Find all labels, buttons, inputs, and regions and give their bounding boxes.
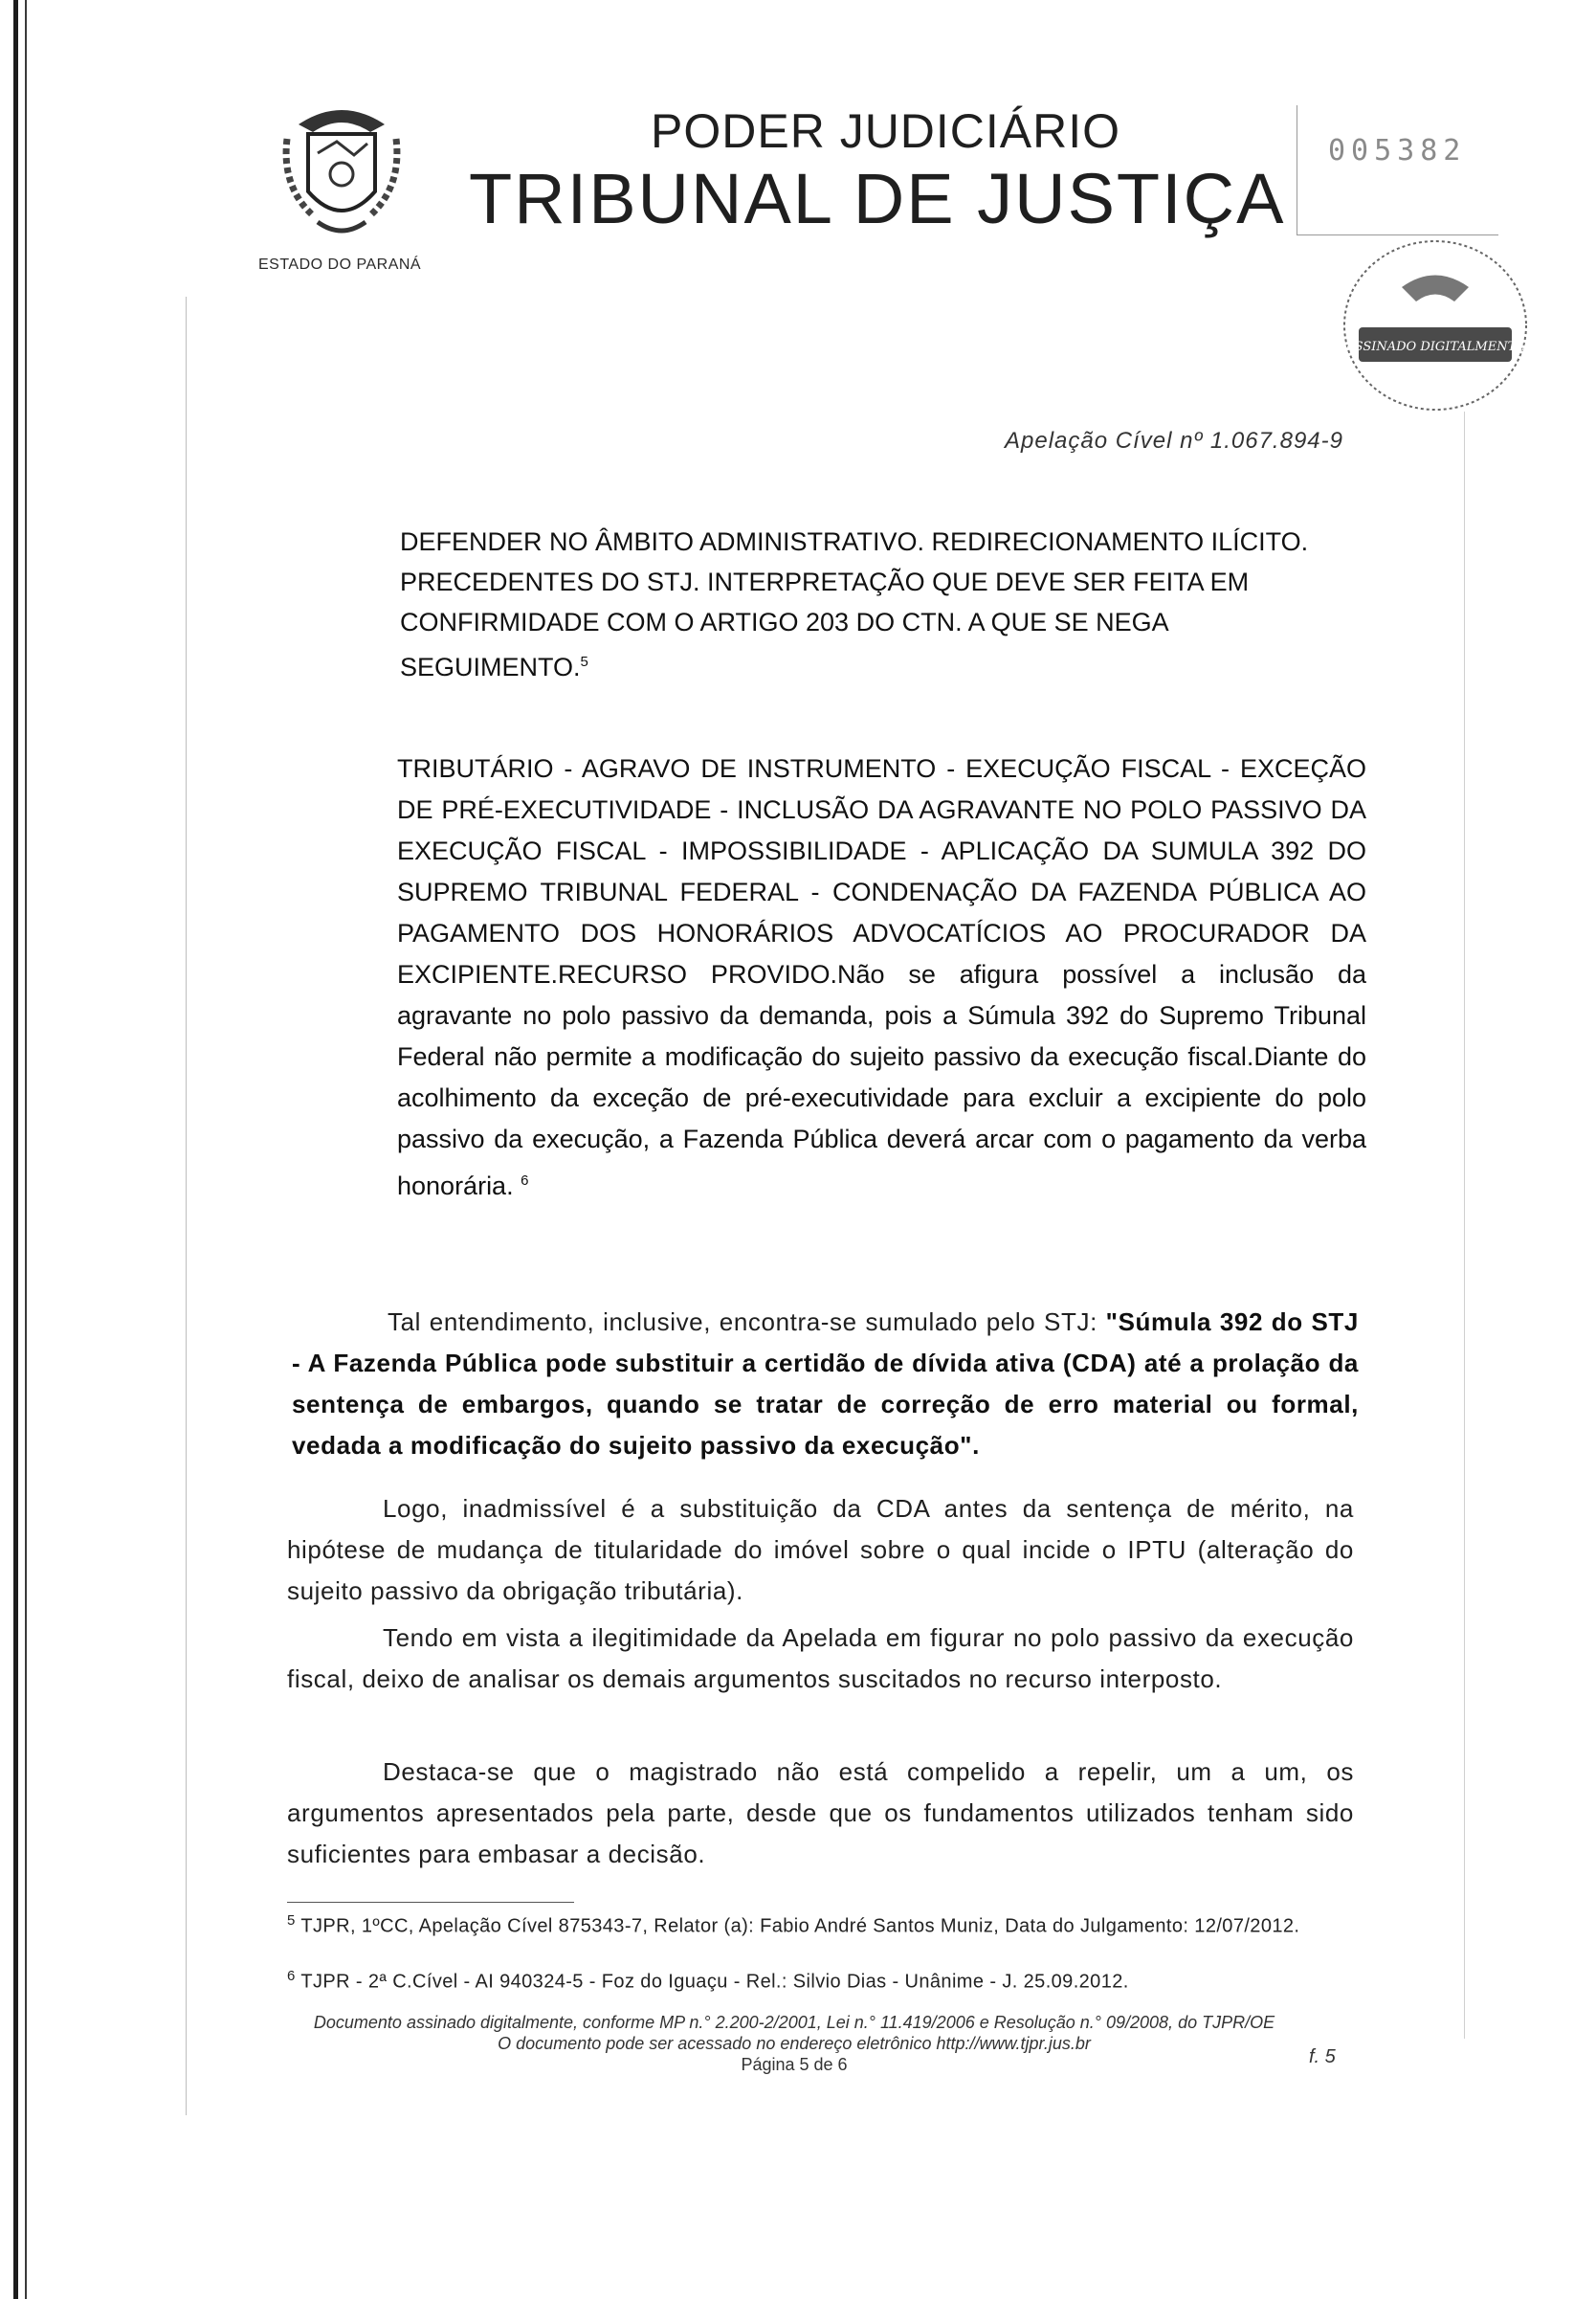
footer-signature-note: Documento assinado digitalmente, conforme MP n.° 2.200-2/2001, Lei n.° 11.419/2006 e Resolução n.° 09/2008, do TJPR/OE [313,2013,1275,2032]
paragraph-logo-text: Logo, inadmissível é a substituição da CDA antes da sentença de mérito, na hipótese de mudança de titularidade do imóvel sobre o qual incide o IPTU (alteração do sujeito passivo da obrigação tributária). [287,1494,1354,1605]
header-tribunal: TRIBUNAL DE JUSTIÇA [469,159,1286,238]
footnote-5-mark: 5 [287,1912,296,1929]
state-label: ESTADO DO PARANÁ [258,257,422,273]
stamp-box [1297,105,1498,235]
paragraph-logo [287,1488,1354,1612]
paragraph-tendo-text: Tendo em vista a ilegitimidade da Apelada em figurar no polo passivo da execução fiscal, deixo de analisar os demais argumentos suscitados no recurso interposto. [287,1623,1354,1693]
stamp-number: 005382 [1328,134,1467,167]
paragraph-tendo [287,1618,1354,1700]
paragraph-sumula [292,1302,1359,1466]
case-reference: Apelação Cível nº 1.067.894-9 [1005,428,1343,454]
ementa-block-2 [397,748,1366,1207]
scan-edge-left [13,0,18,2299]
margin-line-right [1464,412,1465,2039]
header-poder: PODER JUDICIÁRIO [651,104,1121,158]
footnote-5 [287,1909,1354,1938]
coat-of-arms-icon [279,96,404,244]
ementa-block-1 [400,522,1366,687]
ementa1-line-4: SEGUIMENTO. [400,653,581,681]
scan-edge-line [25,0,27,2299]
footnote-6-mark: 6 [287,1968,296,1984]
footnote-ref-6: 6 [521,1172,529,1189]
paragraph-destaca [287,1752,1354,1875]
footnote-divider [287,1902,574,1903]
seal-label: ASSINADO DIGITALMENTE [1345,340,1525,354]
ementa1-line-2: PRECEDENTES DO STJ. INTERPRETAÇÃO QUE DEVE SER FEITA EM [400,568,1250,596]
ementa1-line-3: CONFIRMIDADE COM O ARTIGO 203 DO CTN. A QUE SE NEGA [400,608,1169,636]
paragraph-sumula-intro: Tal entendimento, inclusive, encontra-se sumulado pelo STJ: [388,1307,1106,1336]
folio-number: f. 5 [1309,2046,1336,2067]
paragraph-destaca-text: Destaca-se que o magistrado não está compelido a repelir, um a um, os argumentos apresentados pela parte, desde que os fundamentos utilizados tenham sido suficientes para embasar a decisão. [287,1757,1354,1868]
ementa2-text: TRIBUTÁRIO - AGRAVO DE INSTRUMENTO - EXECUÇÃO FISCAL - EXCEÇÃO DE PRÉ-EXECUTIVIDADE - INCLUSÃO DA AGRAVANTE NO POLO PASSIVO DA EXECUÇÃO FISCAL - IMPOSSIBILIDADE - APLICAÇÃO DA SUMULA 392 DO SUPREMO TRIBUNAL FEDERAL - CONDENAÇÃO DA FAZENDA PÚBLICA AO PAGAMENTO DOS HONORÁRIOS ADVOCATÍCIOS AO PROCURADOR DA EXCIPIENTE.RECURSO PROVIDO.Não se afigura possível a inclusão da agravante no polo passivo da demanda, pois a Súmula 392 do Supremo Tribunal Federal não permite a modificação do sujeito passivo da execução fiscal.Diante do acolhimento da exceção de pré-executividade para excluir a excipiente do polo passivo da execução, a Fazenda Pública deverá arcar com o pagamento da verba honorária. [397,754,1366,1200]
footer-access-note: O documento pode ser acessado no endereço eletrônico http://www.tjpr.jus.br [498,2034,1091,2053]
footer-page-number: Página 5 de 6 [741,2055,848,2074]
footnote-5-text: TJPR, 1ºCC, Apelação Cível 875343-7, Relator (a): Fabio André Santos Muniz, Data do Julgamento: 12/07/2012. [300,1915,1300,1937]
ementa1-line-1: DEFENDER NO ÂMBITO ADMINISTRATIVO. REDIRECIONAMENTO ILÍCITO. [400,527,1309,556]
digital-signature-seal-icon [1320,220,1550,421]
footnote-6-text: TJPR - 2ª C.Cível - AI 940324-5 - Foz do Iguaçu - Rel.: Silvio Dias - Unânime - J. 25.09.2012. [300,1971,1129,1993]
paragraph-sumula-quote: "Súmula 392 do STJ - A Fazenda Pública pode substituir a certidão de dívida ativa (CDA) até a prolação da sentença de embargos, quando se tratar de correção de erro material ou formal, vedada a modificação do sujeito passivo da execução". [292,1307,1359,1460]
footnote-6 [287,1965,1354,1994]
footnote-ref-5: 5 [580,654,588,670]
margin-line [186,297,187,2115]
